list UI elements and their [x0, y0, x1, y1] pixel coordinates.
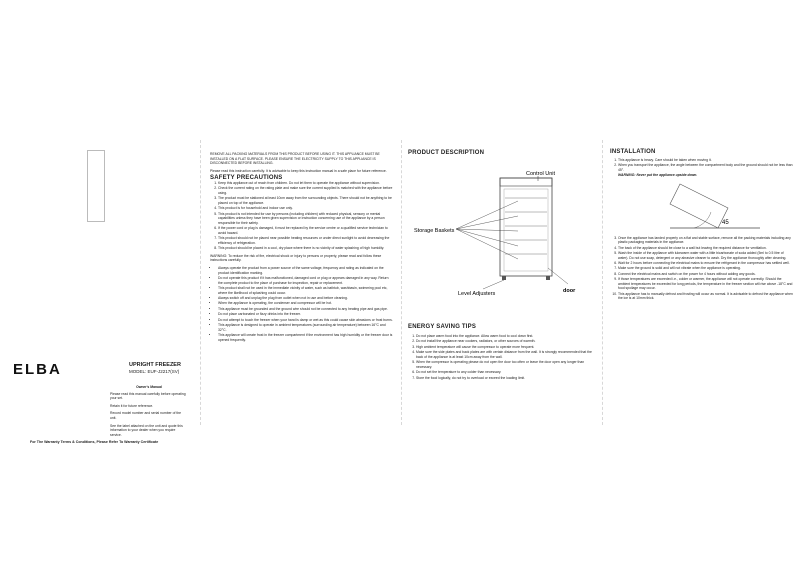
model-number: MODEL: EUF-J2217(SV)	[129, 369, 180, 374]
list-item: 3. The product must be stationed at least 10cm away from the surrounding objects. There should not be anything to be placed on top of the appliance.	[218, 196, 394, 205]
fold-line	[602, 140, 603, 425]
list-item: 10. This appliance has to manually defrost and frosting will occur as normal. It is advisable to defrost the appliance when the ice is at 10mm thick.	[618, 292, 794, 301]
safety-panel	[210, 152, 394, 437]
list-item: • Do not place carbonated or fizzy drinks into the freezer.	[218, 312, 394, 317]
list-item: 2. Check the current rating on the rating plate and make sure the current supplied is matched with the appliance before using.	[218, 186, 394, 195]
list-item: 9. If those temperatures are exceeded i.e., colder or warmer, the appliance will not operate correctly. Should the ambient temperatures be exceeded for long periods, the temperature in the freezer section will rise above -18°C and food spoilage may occur.	[618, 277, 794, 291]
level-adjuster-right	[546, 276, 550, 280]
manual-line: Please read this manual carefully before operating your set.	[110, 391, 186, 401]
list-item: 4. Make sure the side plates and back plates are with certain distance from the wall. It is strongly recommended that the back of the appliance is at least 10cm away from the wall.	[416, 350, 596, 359]
list-item: 5. Wash the inside of the appliance with lukewarm water with a little bicarbonate of soda added (5ml to 0.5 litre of water). Do not use soap, detergent or any abrasive cleaner to wash. Dry the appliance thoroughly after cleaning.	[618, 251, 794, 260]
list-item: 2. Do not install the appliance near cookers, radiators, or other sources of warmth.	[416, 339, 596, 344]
installation-heading: INSTALLATION	[610, 149, 656, 155]
label-control-unit: Control Unit	[526, 171, 556, 177]
manual-line: Retain it for future reference.	[110, 403, 154, 408]
fold-line	[401, 140, 402, 425]
list-item: • Always switch off and unplug the plug from outlet when not in use and before cleaning.	[218, 296, 394, 301]
list-item: • This appliance will create frost in the freezer compartment if the environment has high humidity or the freezer door is opened frequently.	[218, 333, 394, 342]
list-item: • Do not operate this product if it has malfunctioned, damaged cord or plug or appears damaged in any way. Return the complete product to the place of purchase for inspection, repair or replacement.	[218, 276, 394, 285]
list-item: 8. Connect the electrical mains and switch on the power for 4 hours without adding any goods.	[618, 272, 794, 277]
list-item: • When the appliance is operating, the condenser and compressor will be hot.	[218, 301, 394, 306]
label-storage-baskets: Storage Baskets	[414, 228, 455, 234]
tilted-freezer	[670, 184, 728, 228]
list-item: 4. This product is for household and indoor use only.	[218, 206, 394, 211]
list-item: 5. This product is not intended for use by persons (including children) with reduced physical, sensory or mental capabilities unless they have been given supervision or instruction concerning use of the appliance by a person responsible for their safety.	[218, 212, 394, 226]
product-panel	[408, 150, 596, 435]
list-item: 3. Once the appliance has landed properly on a flat and stable surface, remove all the packing materials including any plastic packaging materials in the appliance.	[618, 236, 794, 245]
list-item: 7. Make sure the ground is solid and will not vibrate when the appliance is operating.	[618, 266, 794, 271]
installation-list-bottom	[610, 236, 794, 301]
safety-list	[210, 181, 394, 251]
list-item: 5. When the compressor is operating please do not open the door too often or leave the door open any longer than necessary.	[416, 360, 596, 369]
safety-heading: SAFETY PRECAUTIONS	[210, 175, 283, 182]
list-item: • Do not attempt to touch the freezer when your hand is damp or wet as this could cause skin abrasions or frost burns.	[218, 318, 394, 323]
list-item: 2. When you transport the appliance, the angle between the compartment body and the ground should not be less than 45°.	[618, 163, 794, 172]
energy-heading: ENERGY SAVING TIPS	[408, 324, 477, 330]
owner-info	[110, 385, 188, 437]
manual-heading: Owner's Manual	[136, 385, 162, 389]
freezer-outline-image	[87, 150, 105, 222]
list-item: 4. The back of the appliance should be close to a wall but leaving the required distance for ventilation.	[618, 246, 794, 251]
list-item: • Always operate the product from a power source of the same voltage, frequency and rating as indicated on the product identification marking.	[218, 266, 394, 275]
list-item: 6. Wait for 2 hours before connecting the electrical mains to ensure the refrigerant in the compressor has settled well.	[618, 261, 794, 266]
list-item: 6. Do not set the temperature to any colder than necessary.	[416, 370, 596, 375]
upside-down-warning: WARNING: Never put the appliance upside down.	[618, 172, 698, 177]
list-item: • This product shall not be used in the immediate vicinity of water, such as bathtub, washbasin, swimming pool etc, where the likelihood of splashing could occur.	[218, 286, 394, 295]
list-item: 8. This product should be placed in a cool, dry place where there is no vicinity of water splashing of high humidity.	[218, 246, 394, 251]
freezer-body	[500, 178, 552, 276]
packing-warning: REMOVE ALL PACKING MATERIALS FROM THIS PRODUCT BEFORE USING IT. THIS APPLIANCE MUST BE INSTALLED ON A FLAT SURFACE. PLEASE ENSURE THE ELECTRICITY SUPPLY TO THIS APPLIANCE IS DISCONNECTED BEFORE INSTALLING.	[210, 152, 380, 166]
list-item: 1. Keep this appliance out of reach from children. Do not let them to operate the appliance without supervision.	[218, 181, 394, 186]
brand-logo: ELBA	[13, 361, 62, 378]
warning-bullets	[210, 266, 394, 342]
angle-label: 45	[722, 219, 729, 226]
warning-intro: WARNING: To reduce the risk of fire, electrical shock or injury to persons or property, please read and follow these instructions carefully.	[210, 253, 382, 263]
energy-list	[408, 334, 596, 380]
list-item: • This appliance is designed to operate in ambient temperatures (surrounding air temperature) between 16°C and 32°C.	[218, 323, 394, 332]
control-unit-panel	[500, 178, 552, 186]
fold-line	[200, 140, 201, 425]
manual-line: Record model number and serial number of the unit.	[110, 411, 182, 420]
list-item: • This appliance must be grounded and the ground wire should not be connected to any heating pipe and gas pipe.	[218, 307, 394, 312]
warranty-note: For The Warranty Terms & Conditions, Please Refer To Warranty Certificate	[30, 440, 159, 444]
list-item: 7. This product should not be placed near possible heating resources or under direct sunlight to avoid decreasing the efficiency of refrigeration.	[218, 236, 394, 245]
installation-list-top	[610, 158, 794, 173]
list-item: 1. This appliance is heavy. Care should be taken when moving it.	[618, 158, 794, 163]
list-item: 7. Store the food logically, do not try to overload or exceed the loading limit.	[416, 376, 596, 381]
product-heading: PRODUCT DESCRIPTION	[408, 150, 485, 156]
list-item: 1. Do not place warm food into the appliance. Allow warm food to cool down first.	[416, 334, 596, 339]
installation-panel	[610, 150, 794, 435]
list-item: 3. High ambient temperature will cause the compressor to operate more frequent.	[416, 345, 596, 350]
product-title: UPRIGHT FREEZER	[129, 362, 181, 368]
read-note: Please read this instruction carefully. It is advisable to keep this instruction manual in a safe place for future reference.	[210, 168, 387, 173]
tilt-angle-diagram	[610, 178, 794, 236]
level-adjuster-left	[502, 276, 506, 280]
freezer-diagram	[408, 156, 596, 296]
label-door: door	[563, 288, 576, 294]
label-level-adjusters: Level Adjusters	[458, 291, 496, 296]
list-item: 6. If the power cord or plug is damaged, it must be replaced by the service centre or a qualified service technician to avoid hazard.	[218, 226, 394, 235]
manual-line: See the label attached on the unit and quote this information to your dealer when you require service.	[110, 423, 183, 437]
